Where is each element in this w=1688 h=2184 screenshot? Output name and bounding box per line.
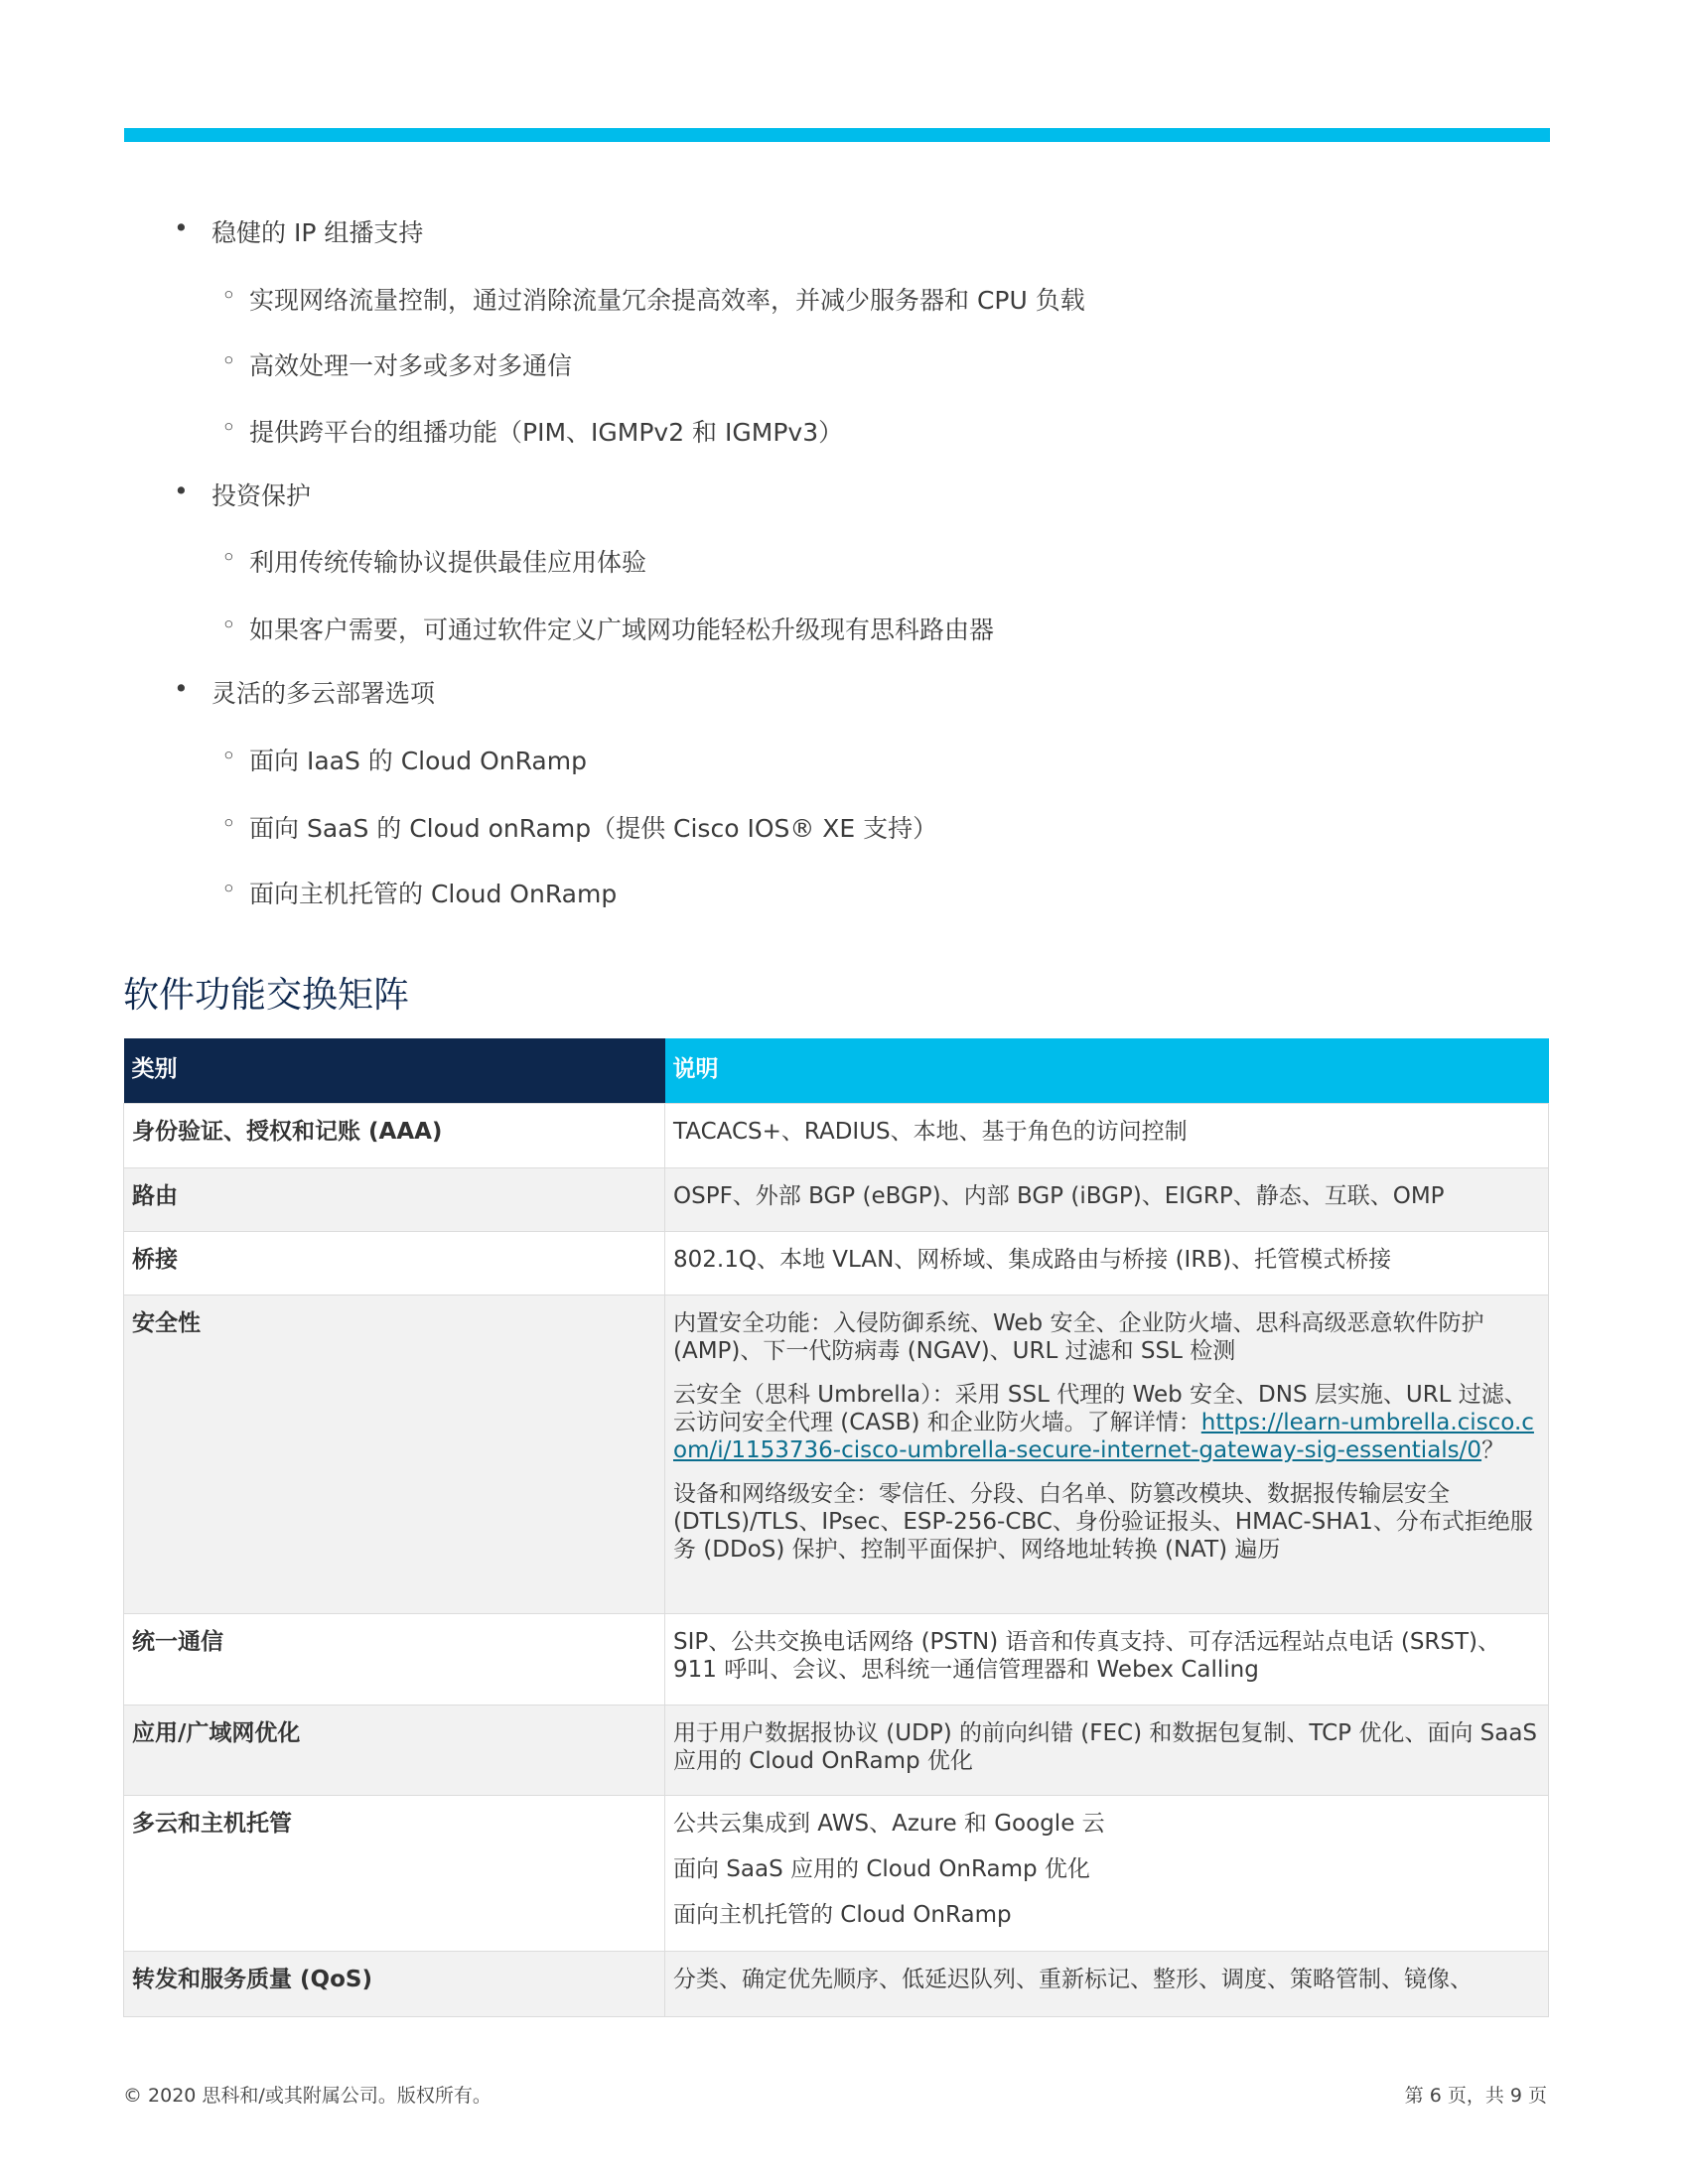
sub-bullet-item: ◦ 如果客户需要，可通过软件定义广域网功能轻松升级现有思科路由器 [221, 611, 995, 644]
accent-bar [124, 128, 1550, 142]
row-description: OSPF、外部 BGP (eBGP)、内部 BGP (iBGP)、EIGRP、静态、互联、OMP [665, 1167, 1549, 1231]
table-row [124, 1705, 1549, 1795]
row-category: 统一通信 [124, 1613, 665, 1705]
row-category: 应用/广域网优化 [124, 1705, 665, 1795]
table-row [124, 1103, 1549, 1167]
sub-bullet-text: 面向主机托管的 Cloud OnRamp [249, 880, 618, 908]
bullet-text: 投资保护 [211, 481, 312, 510]
link-suffix: ？ [1481, 1436, 1505, 1463]
table-row [124, 1795, 1549, 1951]
table-row [124, 1231, 1549, 1295]
sub-bullet-item: ◦ 面向 IaaS 的 Cloud OnRamp [221, 742, 587, 775]
row-category: 身份验证、授权和记账 (AAA) [124, 1103, 665, 1167]
row-description [665, 1795, 1549, 1951]
sub-bullet-text: 面向 IaaS 的 Cloud OnRamp [249, 747, 587, 775]
row-description: SIP、公共交换电话网络 (PSTN) 语音和传真支持、可存活远程站点电话 (SRST)、911 呼叫、会议、思科统一通信管理器和 Webex Calling [665, 1613, 1549, 1705]
security-builtin: 内置安全功能：入侵防御系统、Web 安全、企业防火墙、思科高级恶意软件防护 (AMP)、下一代防病毒 (NGAV)、URL 过滤和 SSL 检测 [673, 1309, 1484, 1364]
multicloud-line: 面向主机托管的 Cloud OnRamp [673, 1901, 1012, 1928]
security-device: 设备和网络级安全：零信任、分段、白名单、防篡改模块、数据报传输层安全 (DTLS)/TLS、IPsec、ESP-256-CBC、身份验证报头、HMAC-SHA1、分布式拒绝服务 (DDoS) 保护、控制平面保护、网络地址转换 (NAT) 遍历 [673, 1480, 1533, 1563]
multicloud-line: 公共云集成到 AWS、Azure 和 Google 云 [673, 1810, 1105, 1837]
multicloud-line: 面向 SaaS 应用的 Cloud OnRamp 优化 [673, 1855, 1090, 1882]
row-category: 安全性 [124, 1295, 665, 1613]
table-row [124, 1613, 1549, 1705]
security-cloud [673, 1381, 1540, 1464]
row-category: 路由 [124, 1167, 665, 1231]
security-cloud-text: 云安全（思科 Umbrella）：采用 SSL 代理的 Web 安全、DNS 层实施、URL 过滤、云访问安全代理 (CASB) 和企业防火墙。了解详情： [673, 1381, 1527, 1435]
sub-bullet-item: ◦ 面向 SaaS 的 Cloud onRamp（提供 Cisco IOS® XE 支持） [221, 809, 938, 843]
row-category: 桥接 [124, 1231, 665, 1295]
table-row [124, 1295, 1549, 1613]
header-category: 类别 [124, 1038, 665, 1103]
row-category: 多云和主机托管 [124, 1795, 665, 1951]
sub-bullet-item: ◦ 面向主机托管的 Cloud OnRamp [221, 875, 618, 908]
sub-bullet-text: 高效处理一对多或多对多通信 [249, 351, 573, 380]
bullet-item: • 灵活的多云部署选项 [174, 674, 436, 708]
sub-bullet-text: 如果客户需要，可通过软件定义广域网功能轻松升级现有思科路由器 [249, 615, 995, 644]
sub-bullet-text: 实现网络流量控制，通过消除流量冗余提高效率，并减少服务器和 CPU 负载 [249, 286, 1085, 315]
row-description: TACACS+、RADIUS、本地、基于角色的访问控制 [665, 1103, 1549, 1167]
bullet-text: 稳健的 IP 组播支持 [211, 218, 424, 247]
footer-page-number: 第 6 页，共 9 页 [1404, 2085, 1547, 2107]
umbrella-link[interactable]: https://learn-umbrella.cisco.com/i/1153736-cisco-umbrella-secure-internet-gateway-sig-essentials/0 [673, 1409, 1534, 1463]
row-description [665, 1295, 1549, 1613]
row-description: 用于用户数据报协议 (UDP) 的前向纠错 (FEC) 和数据包复制、TCP 优化、面向 SaaS 应用的 Cloud OnRamp 优化 [665, 1705, 1549, 1795]
sub-bullet-text: 利用传统传输协议提供最佳应用体验 [249, 548, 647, 577]
footer-copyright: © 2020 思科和/或其附属公司。版权所有。 [123, 2085, 492, 2107]
sub-bullet-item: ◦ 实现网络流量控制，通过消除流量冗余提高效率，并减少服务器和 CPU 负载 [221, 281, 1085, 315]
bullet-text: 灵活的多云部署选项 [211, 679, 436, 708]
row-category: 转发和服务质量 (QoS) [124, 1951, 665, 2016]
section-heading: 软件功能交换矩阵 [123, 975, 410, 1016]
bullet-item: • 稳健的 IP 组播支持 [174, 213, 424, 247]
header-description: 说明 [665, 1038, 1549, 1103]
table-row [124, 1167, 1549, 1231]
row-description: 802.1Q、本地 VLAN、网桥域、集成路由与桥接 (IRB)、托管模式桥接 [665, 1231, 1549, 1295]
table-header [124, 1038, 1549, 1103]
sub-bullet-item: ◦ 高效处理一对多或多对多通信 [221, 346, 573, 380]
sub-bullet-item: ◦ 利用传统传输协议提供最佳应用体验 [221, 543, 647, 577]
feature-matrix-table [123, 1038, 1549, 2017]
sub-bullet-text: 提供跨平台的组播功能（PIM、IGMPv2 和 IGMPv3） [249, 418, 844, 447]
sub-bullet-item: ◦ 提供跨平台的组播功能（PIM、IGMPv2 和 IGMPv3） [221, 413, 844, 447]
row-description: 分类、确定优先顺序、低延迟队列、重新标记、整形、调度、策略管制、镜像、 [665, 1951, 1549, 2016]
table-row [124, 1951, 1549, 2016]
bullet-item: • 投资保护 [174, 477, 312, 510]
sub-bullet-text: 面向 SaaS 的 Cloud onRamp（提供 Cisco IOS® XE 支持） [249, 814, 938, 843]
